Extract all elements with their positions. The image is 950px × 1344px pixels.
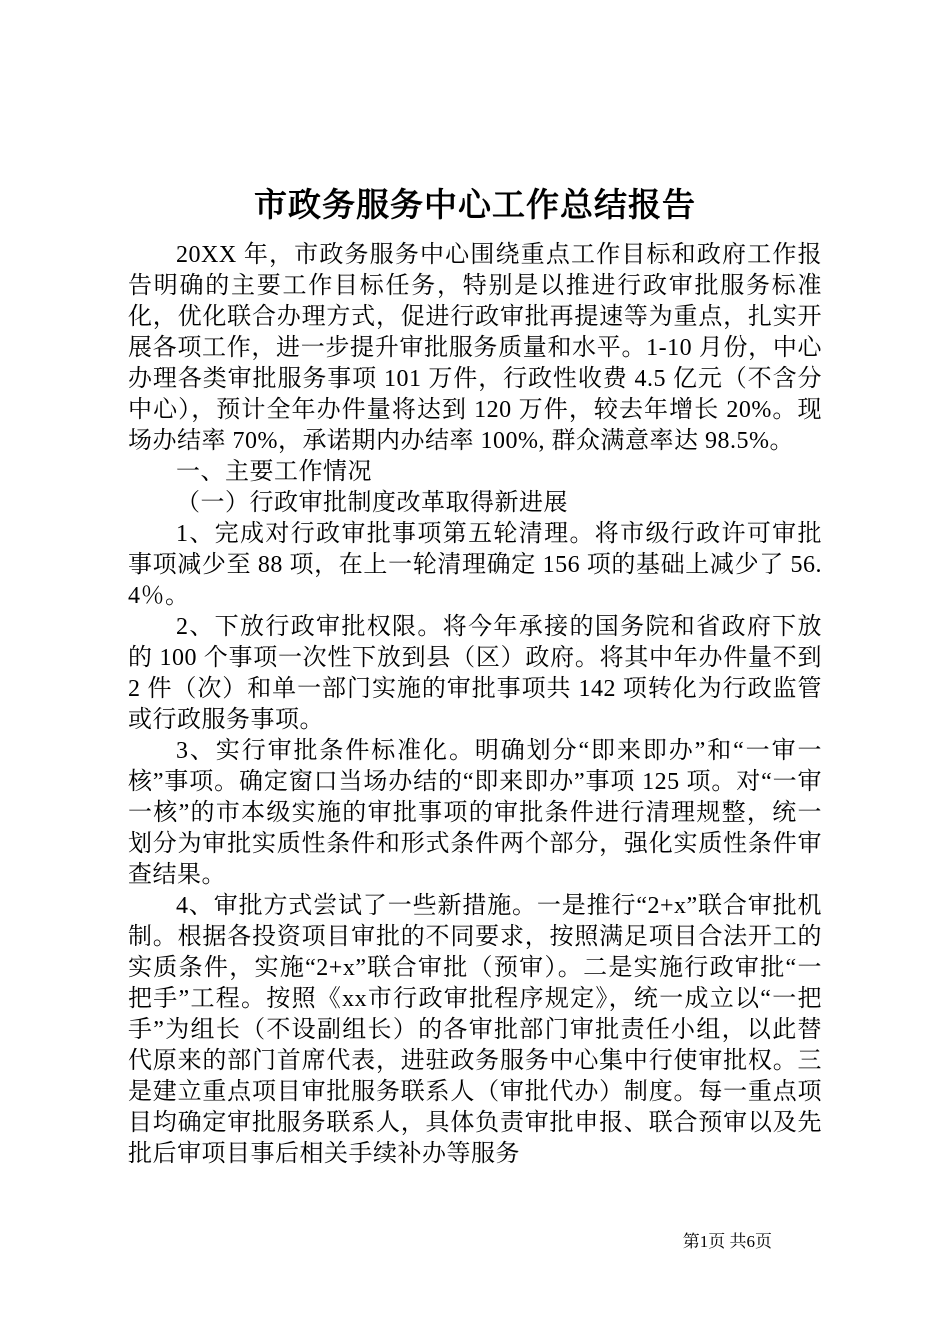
paragraph-item-4: 4、审批方式尝试了一些新措施。一是推行“2+x”联合审批机制。根据各投资项目审批的不同要求，按照满足项目合法开工的实质条件，实施“2+x”联合审批（预审）。二是实施行政审批“一把手”工程。按照《xx市行政审批程序规定》，统一成立以“一把手”为组长（不设副组长）的各审批部门审批责任小组，以此替代原来的部门首席代表，进驻政务服务中心集中行使审批权。三是建立重点项目审批服务联系人（审批代办）制度。每一重点项目均确定审批服务联系人，具体负责审批申报、联合预审以及先批后审项目事后相关手续补办等服务 — [128, 893, 822, 1167]
page-number: 第1页 共6页 — [682, 1232, 772, 1251]
paragraph-item-3: 3、实行审批条件标准化。明确划分“即来即办”和“一审一核”事项。确定窗口当场办结的“即来即办”事项 125 项。对“一审一核”的市本级实施的审批事项的审批条件进行清理规整，统一划分为审批实质性条件和形式条件两个部分，强化实质性条件审查结果。 — [128, 738, 822, 888]
paragraph-section-heading: 一、主要工作情况 — [176, 459, 372, 485]
paragraph-subsection-heading: （一）行政审批制度改革取得新进展 — [176, 490, 568, 516]
page-title: 市政务服务中心工作总结报告 — [254, 188, 696, 224]
paragraph-item-1: 1、完成对行政审批事项第五轮清理。将市级行政许可审批事项减少至 88 项，在上一轮清理确定 156 项的基础上减少了 56.4％。 — [128, 521, 822, 609]
paragraph-item-2: 2、下放行政审批权限。将今年承接的国务院和省政府下放的 100 个事项一次性下放到县（区）政府。将其中年办件量不到 2 件（次）和单一部门实施的审批事项共 142 项转化为行政监管或行政服务事项。 — [128, 614, 822, 733]
paragraph-intro: 20XX 年，市政务服务中心围绕重点工作目标和政府工作报告明确的主要工作目标任务，特别是以推进行政审批服务标准化，优化联合办理方式，促进行政审批再提速等为重点，扎实开展各项工作，进一步提升审批服务质量和水平。1-10 月份，中心办理各类审批服务事项 101 万件，行政性收费 4.5 亿元（不含分中心），预计全年办件量将达到 120 万件，较去年增长 20%。现场办结率 70%，承诺期内办结率 100%, 群众满意率达 98.5%。 — [128, 242, 822, 454]
